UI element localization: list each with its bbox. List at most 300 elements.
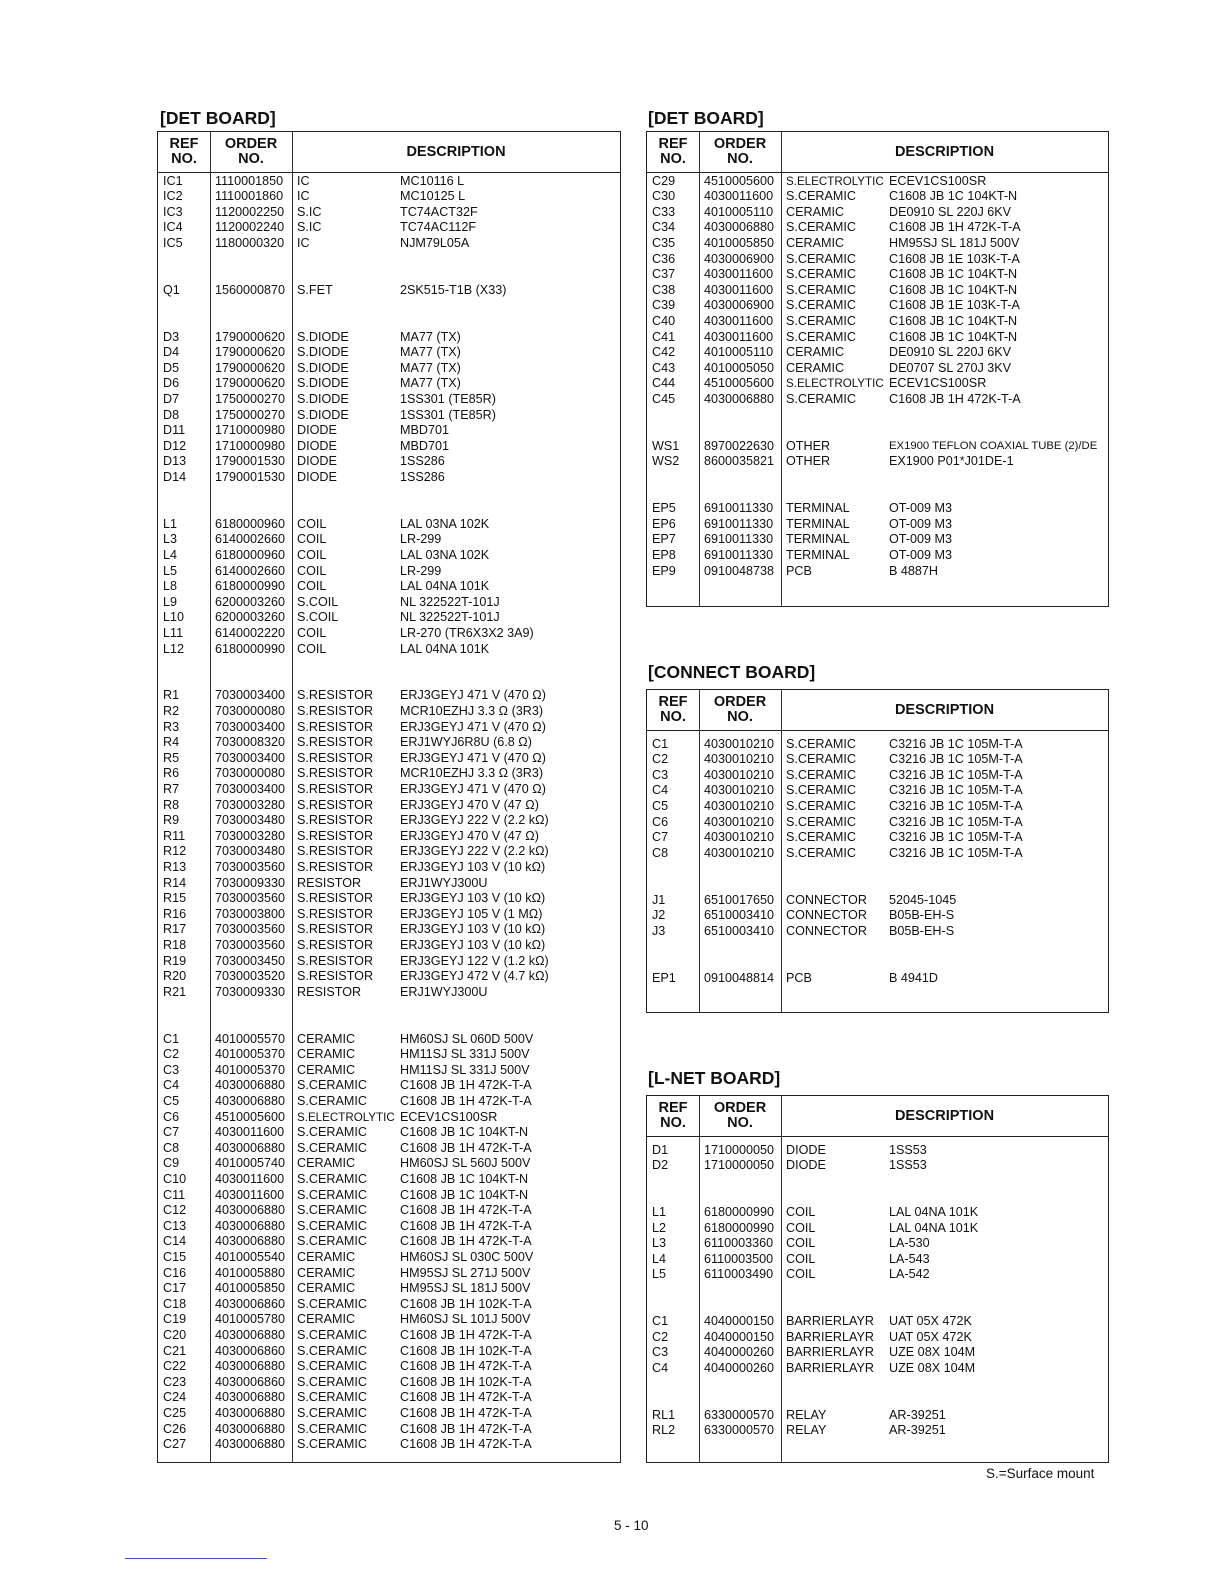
cell-desc: C3216 JB 1C 105M-T-A bbox=[889, 845, 1023, 860]
cell-type: S.CERAMIC bbox=[297, 1437, 367, 1452]
cell-order: 4030010210 bbox=[704, 814, 775, 829]
cell-type: RELAY bbox=[786, 1407, 827, 1422]
cell-type: S.CERAMIC bbox=[786, 798, 856, 813]
cell-desc: DE0910 SL 220J 6KV bbox=[889, 204, 1012, 219]
cell-desc: C1608 JB 1H 472K-T-A bbox=[400, 1203, 532, 1218]
cell-order: 8970022630 bbox=[704, 438, 775, 453]
cell-ref: C1 bbox=[652, 736, 669, 751]
cell-order: 6110003360 bbox=[704, 1236, 774, 1251]
table-row bbox=[158, 860, 620, 876]
cell-order: 4510005600 bbox=[704, 173, 775, 188]
cell-ref: D14 bbox=[163, 469, 187, 484]
table-row bbox=[647, 314, 1108, 330]
cell-ref: D11 bbox=[163, 423, 186, 438]
cell-order: 4030011600 bbox=[704, 329, 774, 344]
cell-type: S.CERAMIC bbox=[786, 830, 856, 845]
order-no-header: ORDER NO. bbox=[713, 136, 767, 167]
cell-ref: EP9 bbox=[652, 563, 676, 578]
cell-type: CONNECTOR bbox=[786, 892, 867, 907]
cell-type: S.CERAMIC bbox=[297, 1187, 367, 1202]
cell-desc: ERJ3GEYJ 471 V (470 Ω) bbox=[400, 719, 546, 734]
cell-ref: C5 bbox=[652, 798, 669, 813]
cell-order: 4040000260 bbox=[704, 1360, 775, 1375]
table-row bbox=[647, 799, 1108, 815]
cell-order: 1790000620 bbox=[215, 360, 286, 375]
table-row bbox=[158, 1437, 620, 1453]
cell-ref: R3 bbox=[163, 719, 180, 734]
cell-order: 6200003260 bbox=[215, 610, 286, 625]
table-row bbox=[158, 361, 620, 377]
table-row bbox=[158, 376, 620, 392]
cell-order: 4510005600 bbox=[704, 376, 775, 391]
cell-type: CERAMIC bbox=[297, 1062, 356, 1077]
table-row bbox=[158, 1203, 620, 1219]
cell-desc: B05B-EH-S bbox=[889, 923, 955, 938]
cell-desc: LA-530 bbox=[889, 1236, 930, 1251]
cell-order: 4030006880 bbox=[215, 1218, 286, 1233]
table-row bbox=[647, 1361, 1108, 1377]
cell-desc: ERJ3GEYJ 471 V (470 Ω) bbox=[400, 750, 546, 765]
cell-desc: ERJ3GEYJ 103 V (10 kΩ) bbox=[400, 859, 546, 874]
cell-type: OTHER bbox=[786, 454, 831, 469]
table-row bbox=[158, 1312, 620, 1328]
cell-type: S.RESISTOR bbox=[297, 922, 374, 937]
cell-desc: LAL 04NA 101K bbox=[889, 1204, 979, 1219]
cell-order: 4030006880 bbox=[215, 1437, 286, 1452]
table-row bbox=[158, 220, 620, 236]
cell-ref: D12 bbox=[163, 438, 187, 453]
cell-order: 7030003560 bbox=[215, 937, 286, 952]
cell-ref: R14 bbox=[163, 875, 187, 890]
cell-order: 7030003280 bbox=[215, 797, 286, 812]
cell-order: 4030006880 bbox=[215, 1359, 286, 1374]
cell-type: S.CERAMIC bbox=[297, 1296, 367, 1311]
cell-desc: C1608 JB 1C 104KT-N bbox=[400, 1171, 529, 1186]
cell-order: 4030011600 bbox=[704, 282, 774, 297]
cell-ref: R18 bbox=[163, 937, 187, 952]
cell-type: S.COIL bbox=[297, 594, 339, 609]
cell-ref: D5 bbox=[163, 360, 180, 375]
cell-ref: C42 bbox=[652, 345, 676, 360]
description-header: DESCRIPTION bbox=[406, 143, 506, 160]
cell-desc: C1608 JB 1C 104KT-N bbox=[889, 267, 1018, 282]
cell-order: 4030011600 bbox=[704, 267, 774, 282]
cell-ref: C21 bbox=[163, 1343, 187, 1358]
cell-order: 7030003560 bbox=[215, 922, 286, 937]
cell-ref: C8 bbox=[652, 845, 669, 860]
cell-ref: C17 bbox=[163, 1281, 187, 1296]
cell-ref: L4 bbox=[652, 1251, 667, 1266]
description-header: DESCRIPTION bbox=[894, 1107, 995, 1124]
cell-desc: LAL 03NA 102K bbox=[400, 516, 490, 531]
cell-desc: C3216 JB 1C 105M-T-A bbox=[889, 798, 1023, 813]
table-row bbox=[158, 1032, 620, 1048]
table-row bbox=[158, 1141, 620, 1157]
cell-type: S.CERAMIC bbox=[786, 329, 856, 344]
cell-order: 7030003560 bbox=[215, 859, 286, 874]
cell-type: S.RESISTOR bbox=[297, 703, 374, 718]
cell-type: S.CERAMIC bbox=[297, 1343, 367, 1358]
cell-type: S.CERAMIC bbox=[297, 1374, 367, 1389]
cell-order: 6910011330 bbox=[704, 501, 774, 516]
cell-order: 7030003400 bbox=[215, 781, 286, 796]
cell-desc: 1SS286 bbox=[400, 454, 445, 469]
table-row bbox=[158, 751, 620, 767]
cell-ref: L3 bbox=[652, 1236, 667, 1251]
table-row bbox=[647, 768, 1108, 784]
cell-ref: WS2 bbox=[652, 454, 680, 469]
cell-ref: C37 bbox=[652, 267, 676, 282]
table-row bbox=[158, 236, 620, 252]
cell-order: 4010005850 bbox=[704, 235, 775, 250]
ref-no-header: REF NO. bbox=[658, 694, 688, 725]
ref-no-header: REF NO. bbox=[658, 136, 688, 167]
table-row bbox=[647, 532, 1108, 548]
cell-type: IC bbox=[297, 173, 310, 188]
table-row bbox=[158, 954, 620, 970]
cell-desc: LA-542 bbox=[889, 1267, 930, 1282]
cell-type: CERAMIC bbox=[297, 1047, 356, 1062]
cell-ref: R2 bbox=[163, 703, 180, 718]
cell-type: S.DIODE bbox=[297, 391, 349, 406]
cell-order: 4030010210 bbox=[704, 830, 775, 845]
table-row bbox=[158, 1281, 620, 1297]
table-row bbox=[158, 720, 620, 736]
cell-type: TERMINAL bbox=[786, 532, 850, 547]
cell-order: 1790000620 bbox=[215, 329, 286, 344]
cell-ref: D6 bbox=[163, 376, 180, 391]
cell-ref: EP1 bbox=[652, 970, 676, 985]
table-row bbox=[158, 1234, 620, 1250]
table-row bbox=[647, 924, 1108, 940]
cell-ref: C16 bbox=[163, 1265, 187, 1280]
cell-desc: C3216 JB 1C 105M-T-A bbox=[889, 814, 1023, 829]
cell-ref: Q1 bbox=[163, 282, 180, 297]
cell-ref: C18 bbox=[163, 1296, 187, 1311]
cell-order: 7030003480 bbox=[215, 813, 286, 828]
cell-ref: C38 bbox=[652, 282, 676, 297]
cell-type: S.CERAMIC bbox=[297, 1234, 367, 1249]
cell-order: 6110003490 bbox=[704, 1267, 774, 1282]
cell-ref: D8 bbox=[163, 407, 180, 422]
cell-desc: TC74ACT32F bbox=[400, 204, 478, 219]
cell-desc: HM11SJ SL 331J 500V bbox=[400, 1047, 530, 1062]
cell-type: S.RESISTOR bbox=[297, 859, 374, 874]
cell-order: 7030000080 bbox=[215, 766, 286, 781]
cell-desc: C1608 JB 1H 102K-T-A bbox=[400, 1343, 532, 1358]
table-row bbox=[158, 1047, 620, 1063]
cell-desc: LAL 04NA 101K bbox=[889, 1220, 979, 1235]
cell-desc: 1SS301 (TE85R) bbox=[400, 407, 496, 422]
cell-type: PCB bbox=[786, 563, 812, 578]
parts-table bbox=[646, 131, 1109, 607]
table-row bbox=[158, 454, 620, 470]
cell-desc: C1608 JB 1H 472K-T-A bbox=[889, 220, 1021, 235]
cell-order: 7030003280 bbox=[215, 828, 286, 843]
table-row bbox=[158, 189, 620, 205]
cell-type: COIL bbox=[786, 1220, 816, 1235]
section-title: [DET BOARD] bbox=[160, 108, 276, 128]
table-row bbox=[158, 1375, 620, 1391]
cell-ref: C45 bbox=[652, 391, 676, 406]
cell-desc: HM95SJ SL 271J 500V bbox=[400, 1265, 531, 1280]
cell-type: COIL bbox=[297, 547, 327, 562]
cell-type: BARRIERLAYR bbox=[786, 1329, 874, 1344]
cell-order: 1790001530 bbox=[215, 454, 286, 469]
cell-type: S.DIODE bbox=[297, 345, 349, 360]
cell-order: 4030006860 bbox=[215, 1374, 286, 1389]
table-row bbox=[158, 1156, 620, 1172]
cell-ref: C4 bbox=[163, 1078, 180, 1093]
table-row bbox=[158, 1328, 620, 1344]
cell-type: S.DIODE bbox=[297, 329, 349, 344]
cell-ref: C23 bbox=[163, 1374, 187, 1389]
cell-order: 1790000620 bbox=[215, 345, 286, 360]
cell-ref: C29 bbox=[652, 173, 676, 188]
table-row bbox=[647, 1408, 1108, 1424]
cell-order: 1110001860 bbox=[215, 189, 284, 204]
cell-ref: C35 bbox=[652, 235, 676, 250]
table-row bbox=[158, 829, 620, 845]
cell-type: CERAMIC bbox=[297, 1281, 356, 1296]
cell-order: 7030003400 bbox=[215, 688, 286, 703]
cell-order: 4030011600 bbox=[704, 313, 774, 328]
table-row bbox=[647, 1423, 1108, 1439]
cell-order: 4030006880 bbox=[215, 1078, 286, 1093]
cell-desc: ERJ3GEYJ 470 V (47 Ω) bbox=[400, 828, 539, 843]
cell-type: S.CERAMIC bbox=[786, 313, 856, 328]
cell-type: COIL bbox=[297, 563, 327, 578]
cell-order: 7030009330 bbox=[215, 984, 286, 999]
cell-ref: WS1 bbox=[652, 438, 680, 453]
cell-type: S.CERAMIC bbox=[786, 736, 856, 751]
cell-desc: MA77 (TX) bbox=[400, 345, 461, 360]
cell-ref: R15 bbox=[163, 891, 187, 906]
cell-desc: ERJ3GEYJ 472 V (4.7 kΩ) bbox=[400, 969, 549, 984]
table-row bbox=[158, 642, 620, 658]
cell-order: 7030008320 bbox=[215, 735, 286, 750]
cell-ref: C40 bbox=[652, 313, 676, 328]
cell-type: COIL bbox=[297, 641, 327, 656]
cell-desc: DE0707 SL 270J 3KV bbox=[889, 360, 1012, 375]
table-row bbox=[158, 283, 620, 299]
cell-desc: MBD701 bbox=[400, 423, 449, 438]
cell-ref: C2 bbox=[652, 1329, 669, 1344]
table-row bbox=[158, 782, 620, 798]
cell-ref: C11 bbox=[163, 1187, 186, 1202]
cell-ref: C13 bbox=[163, 1218, 187, 1233]
cell-desc: C1608 JB 1H 472K-T-A bbox=[400, 1390, 532, 1405]
cell-type: DIODE bbox=[297, 454, 337, 469]
cell-order: 1560000870 bbox=[215, 282, 286, 297]
table-row bbox=[158, 439, 620, 455]
cell-order: 4030006880 bbox=[215, 1093, 286, 1108]
table-row bbox=[647, 737, 1108, 753]
cell-order: 7030003800 bbox=[215, 906, 286, 921]
cell-order: 4010005880 bbox=[215, 1265, 286, 1280]
section-title: [L-NET BOARD] bbox=[648, 1068, 781, 1088]
table-row bbox=[158, 1078, 620, 1094]
table-row bbox=[158, 813, 620, 829]
cell-desc: C1608 JB 1C 104KT-N bbox=[400, 1125, 529, 1140]
cell-ref: C44 bbox=[652, 376, 676, 391]
cell-ref: C33 bbox=[652, 204, 676, 219]
table-row bbox=[158, 766, 620, 782]
cell-desc: LA-543 bbox=[889, 1251, 930, 1266]
cell-ref: L5 bbox=[163, 563, 178, 578]
table-row bbox=[158, 408, 620, 424]
cell-ref: D1 bbox=[652, 1142, 669, 1157]
cell-ref: R16 bbox=[163, 906, 187, 921]
cell-order: 4010005370 bbox=[215, 1047, 286, 1062]
cell-type: S.RESISTOR bbox=[297, 781, 374, 796]
section-title: [CONNECT BOARD] bbox=[648, 662, 816, 682]
table-row bbox=[647, 564, 1108, 580]
cell-ref: C4 bbox=[652, 783, 669, 798]
cell-type: S.CERAMIC bbox=[786, 391, 856, 406]
cell-type: S.RESISTOR bbox=[297, 688, 374, 703]
cell-order: 4040000150 bbox=[704, 1329, 775, 1344]
table-row bbox=[158, 938, 620, 954]
cell-ref: IC4 bbox=[163, 220, 183, 235]
table-row bbox=[158, 844, 620, 860]
cell-desc: MC10125 L bbox=[400, 189, 466, 204]
cell-order: 4030010210 bbox=[704, 783, 775, 798]
cell-type: S.RESISTOR bbox=[297, 844, 374, 859]
cell-type: S.RESISTOR bbox=[297, 891, 374, 906]
cell-ref: C2 bbox=[652, 752, 669, 767]
table-row bbox=[158, 330, 620, 346]
cell-ref: C26 bbox=[163, 1421, 187, 1436]
cell-ref: L11 bbox=[163, 625, 184, 640]
cell-desc: C1608 JB 1H 472K-T-A bbox=[400, 1437, 532, 1452]
cell-desc: DE0910 SL 220J 6KV bbox=[889, 345, 1012, 360]
cell-desc: B 4887H bbox=[889, 563, 939, 578]
cell-desc: ERJ3GEYJ 103 V (10 kΩ) bbox=[400, 937, 546, 952]
cell-order: 7030003400 bbox=[215, 719, 286, 734]
cell-order: 4030010210 bbox=[704, 798, 775, 813]
cell-ref: C20 bbox=[163, 1327, 187, 1342]
cell-order: 4030010210 bbox=[704, 736, 775, 751]
table-row bbox=[647, 252, 1108, 268]
cell-desc: ERJ3GEYJ 122 V (1.2 kΩ) bbox=[400, 953, 549, 968]
cell-ref: C43 bbox=[652, 360, 676, 375]
cell-desc: OT-009 M3 bbox=[889, 516, 952, 531]
cell-desc: ECEV1CS100SR bbox=[400, 1109, 498, 1124]
ref-no-header: REF NO. bbox=[169, 136, 199, 167]
table-row bbox=[647, 830, 1108, 846]
cell-desc: AR-39251 bbox=[889, 1423, 946, 1438]
table-row bbox=[158, 1250, 620, 1266]
cell-desc: OT-009 M3 bbox=[889, 532, 952, 547]
cell-type: TERMINAL bbox=[786, 516, 850, 531]
cell-type: COIL bbox=[786, 1236, 816, 1251]
cell-desc: LR-299 bbox=[400, 532, 442, 547]
table-row bbox=[647, 846, 1108, 862]
cell-desc: NL 322522T-101J bbox=[400, 610, 500, 625]
cell-ref: R5 bbox=[163, 750, 180, 765]
table-row bbox=[647, 298, 1108, 314]
cell-order: 6330000570 bbox=[704, 1407, 775, 1422]
cell-order: 4030011600 bbox=[704, 189, 774, 204]
cell-ref: L1 bbox=[163, 516, 178, 531]
cell-type: RESISTOR bbox=[297, 984, 362, 999]
cell-ref: J2 bbox=[652, 908, 666, 923]
cell-type: S.CERAMIC bbox=[786, 752, 856, 767]
cell-desc: ERJ3GEYJ 103 V (10 kΩ) bbox=[400, 922, 546, 937]
cell-desc: ERJ1WYJ300U bbox=[400, 984, 488, 999]
table-row bbox=[158, 1266, 620, 1282]
cell-desc: B05B-EH-S bbox=[889, 908, 955, 923]
table-row bbox=[647, 1143, 1108, 1159]
cell-ref: D13 bbox=[163, 454, 187, 469]
cell-desc: ERJ3GEYJ 471 V (470 Ω) bbox=[400, 781, 546, 796]
cell-type: CERAMIC bbox=[297, 1031, 356, 1046]
cell-desc: 1SS53 bbox=[889, 1158, 927, 1173]
cell-type: S.RESISTOR bbox=[297, 953, 374, 968]
cell-desc: HM95SJ SL 181J 500V bbox=[889, 235, 1020, 250]
cell-ref: RL1 bbox=[652, 1407, 676, 1422]
cell-order: 4030011600 bbox=[215, 1187, 285, 1202]
cell-desc: MCR10EZHJ 3.3 Ω (3R3) bbox=[400, 766, 544, 781]
cell-type: CERAMIC bbox=[297, 1265, 356, 1280]
cell-type: CONNECTOR bbox=[786, 908, 867, 923]
table-row bbox=[647, 501, 1108, 517]
cell-desc: UAT 05X 472K bbox=[889, 1329, 972, 1344]
table-row bbox=[158, 345, 620, 361]
table-row bbox=[158, 907, 620, 923]
cell-order: 6180000990 bbox=[215, 579, 286, 594]
table-row bbox=[647, 174, 1108, 190]
table-row bbox=[158, 1406, 620, 1422]
cell-desc: UZE 08X 104M bbox=[889, 1345, 976, 1360]
cell-type: PCB bbox=[786, 970, 812, 985]
cell-order: 4030006880 bbox=[704, 391, 775, 406]
cell-order: 4010005740 bbox=[215, 1156, 286, 1171]
table-row bbox=[158, 1110, 620, 1126]
cell-order: 4010005540 bbox=[215, 1249, 286, 1264]
table-row bbox=[647, 345, 1108, 361]
cell-ref: D3 bbox=[163, 329, 180, 344]
cell-order: 7030003520 bbox=[215, 969, 286, 984]
cell-type: S.CERAMIC bbox=[297, 1125, 367, 1140]
cell-order: 4010005110 bbox=[704, 204, 774, 219]
cell-type: COIL bbox=[786, 1204, 816, 1219]
cell-type: BARRIERLAYR bbox=[786, 1360, 874, 1375]
table-row bbox=[158, 470, 620, 486]
cell-type: S.RESISTOR bbox=[297, 969, 374, 984]
cell-desc: B 4941D bbox=[889, 970, 939, 985]
cell-order: 6180000990 bbox=[704, 1204, 775, 1219]
cell-ref: C12 bbox=[163, 1203, 187, 1218]
cell-order: 4030006880 bbox=[215, 1140, 286, 1155]
cell-order: 7030003480 bbox=[215, 844, 286, 859]
table-row bbox=[158, 392, 620, 408]
cell-type: S.RESISTOR bbox=[297, 937, 374, 952]
cell-order: 1790001530 bbox=[215, 469, 286, 484]
cell-order: 4010005050 bbox=[704, 360, 775, 375]
cell-order: 6510003410 bbox=[704, 908, 775, 923]
cell-ref: C3 bbox=[163, 1062, 180, 1077]
cell-desc: ERJ1WYJ6R8U (6.8 Ω) bbox=[400, 735, 532, 750]
cell-desc: ERJ3GEYJ 105 V (1 MΩ) bbox=[400, 906, 543, 921]
cell-desc: C1608 JB 1H 102K-T-A bbox=[400, 1374, 532, 1389]
cell-ref: C14 bbox=[163, 1234, 187, 1249]
cell-order: 6180000990 bbox=[704, 1220, 775, 1235]
cell-desc: C1608 JB 1H 472K-T-A bbox=[400, 1421, 532, 1436]
table-row bbox=[647, 1221, 1108, 1237]
cell-desc: ERJ3GEYJ 471 V (470 Ω) bbox=[400, 688, 546, 703]
